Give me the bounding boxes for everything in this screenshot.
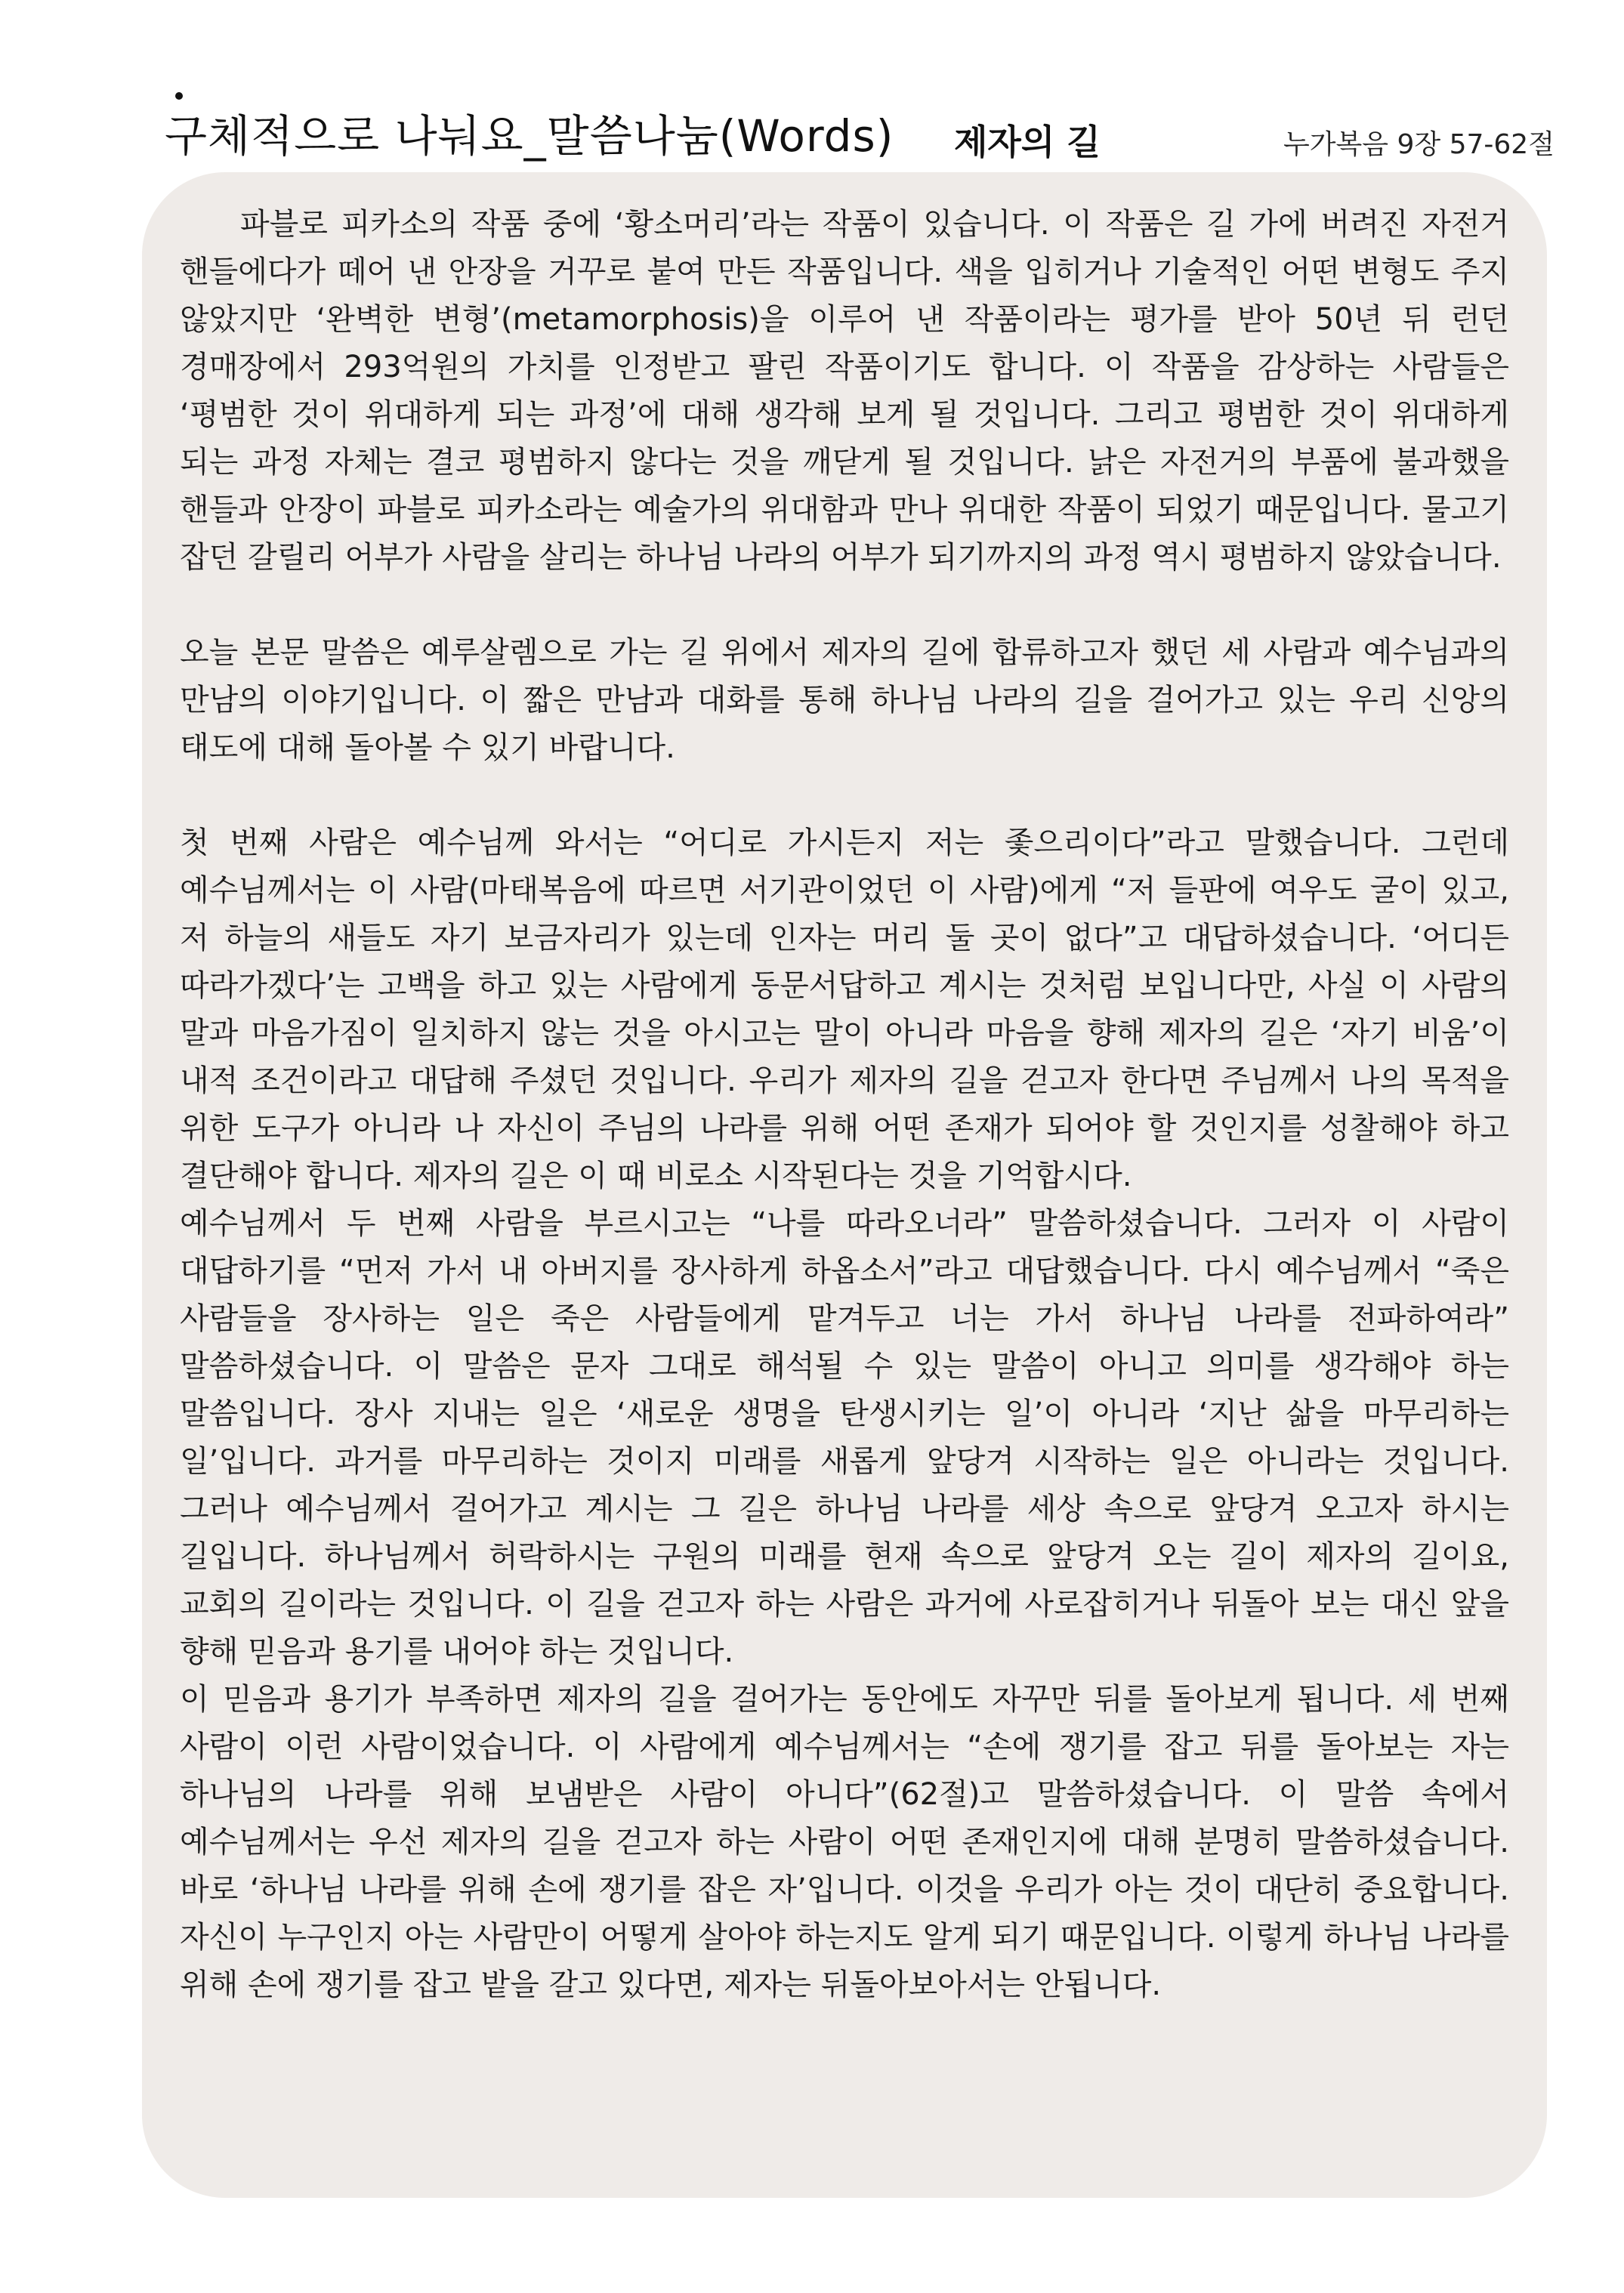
- page-header: [165, 91, 1555, 174]
- scripture-reference: 누가복음 9장 57-62절: [1283, 129, 1555, 160]
- title-dot-mark: [175, 92, 183, 100]
- paragraph-introduction: 오늘 본문 말씀은 예루살렘으로 가는 길 위에서 제자의 길에 합류하고자 했던 세 사람과 예수님과의 만남의 이야기입니다. 이 짧은 만남과 대화를 통해 하나님 나라의 길을 걸어가고 있는 우리 신앙의 태도에 대해 돌아볼 수 있기 바랍니다.: [180, 635, 1509, 765]
- sermon-text-box: [142, 172, 1547, 2198]
- paragraph-second-person: 예수님께서 두 번째 사람을 부르시고는 “나를 따라오너라” 말씀하셨습니다. 그러자 이 사람이 대답하기를 “먼저 가서 내 아버지를 장사하게 하옵소서”라고 대답했습니다. 다시 예수님께서 “죽은 사람들을 장사하는 일은 죽은 사람들에게 맡겨두고 너는 가서 하나님 나라를 전파하여라” 말씀하셨습니다. 이 말씀은 문자 그대로 해석될 수 있는 말씀이 아니고 의미를 생각해야 하는 말씀입니다. 장사 지내는 일은 ‘새로운 생명을 탄생시키는 일’이 아니라 ‘지난 삶을 마무리하는 일’입니다. 과거를 마무리하는 것이지 미래를 새롭게 앞당겨 시작하는 일은 아니라는 것입니다. 그러나 예수님께서 걸어가고 계시는 그 길은 하나님 나라를 세상 속으로 앞당겨 오고자 하시는 길입니다. 하나님께서 허락하시는 구원의 미래를 현재 속으로 앞당겨 오는 길이 제자의 길이요, 교회의 길이라는 것입니다. 이 길을 걷고자 하는 사람은 과거에 사로잡히거나 뒤돌아 보는 대신 앞을 향해 믿음과 용기를 내어야 하는 것입니다.: [180, 1206, 1509, 1669]
- sermon-title: 제자의 길: [954, 122, 1101, 162]
- page-title: 구체적으로 나눠요_말씀나눔(Words): [165, 110, 894, 162]
- paragraph-third-person: 이 믿음과 용기가 부족하면 제자의 길을 걸어가는 동안에도 자꾸만 뒤를 돌아보게 됩니다. 세 번째 사람이 이런 사람이었습니다. 이 사람에게 예수님께서는 “손에 쟁기를 잡고 뒤를 돌아보는 자는 하나님의 나라를 위해 보냄받은 사람이 아니다”(62절)고 말씀하셨습니다. 이 말씀 속에서 예수님께서는 우선 제자의 길을 걷고자 하는 사람이 어떤 존재인지에 대해 분명히 말씀하셨습니다. 바로 ‘하나님 나라를 위해 손에 쟁기를 잡은 자’입니다. 이것을 우리가 아는 것이 대단히 중요합니다. 자신이 누구인지 아는 사람만이 어떻게 살아야 하는지도 알게 되기 때문입니다. 이렇게 하나님 나라를 위해 손에 쟁기를 잡고 밭을 갈고 있다면, 제자는 뒤돌아보아서는 안됩니다.: [180, 1682, 1509, 2002]
- paragraph-picasso: 파블로 피카소의 작품 중에 ‘황소머리’라는 작품이 있습니다. 이 작품은 길 가에 버려진 자전거 핸들에다가 떼어 낸 안장을 거꾸로 붙여 만든 작품입니다. 색을 입히거나 기술적인 어떤 변형도 주지 않았지만 ‘완벽한 변형’(metamorphosis)을 이루어 낸 작품이라는 평가를 받아 50년 뒤 런던 경매장에서 293억원의 가치를 인정받고 팔린 작품이기도 합니다. 이 작품을 감상하는 사람들은 ‘평범한 것이 위대하게 되는 과정’에 대해 생각해 보게 될 것입니다. 그리고 평범한 것이 위대하게 되는 과정 자체는 결코 평범하지 않다는 것을 깨닫게 될 것입니다. 낡은 자전거의 부품에 불과했을 핸들과 안장이 파블로 피카소라는 예술가의 위대함과 만나 위대한 작품이 되었기 때문입니다. 물고기 잡던 갈릴리 어부가 사람을 살리는 하나님 나라의 어부가 되기까지의 과정 역시 평범하지 않았습니다.: [180, 207, 1509, 575]
- paragraph-first-person: 첫 번째 사람은 예수님께 와서는 “어디로 가시든지 저는 좇으리이다”라고 말했습니다. 그런데 예수님께서는 이 사람(마태복음에 따르면 서기관이었던 이 사람)에게 “저 들판에 여우도 굴이 있고, 저 하늘의 새들도 자기 보금자리가 있는데 인자는 머리 둘 곳이 없다”고 대답하셨습니다. ‘어디든 따라가겠다’는 고백을 하고 있는 사람에게 동문서답하고 계시는 것처럼 보입니다만, 사실 이 사람의 말과 마음가짐이 일치하지 않는 것을 아시고는 말이 아니라 마음을 향해 제자의 길은 ‘자기 비움’이 내적 조건이라고 대답해 주셨던 것입니다. 우리가 제자의 길을 걷고자 한다면 주님께서 나의 목적을 위한 도구가 아니라 나 자신이 주님의 나라를 위해 어떤 존재가 되어야 할 것인지를 성찰해야 하고 결단해야 합니다. 제자의 길은 이 때 비로소 시작된다는 것을 기억합시다.: [180, 826, 1509, 1193]
